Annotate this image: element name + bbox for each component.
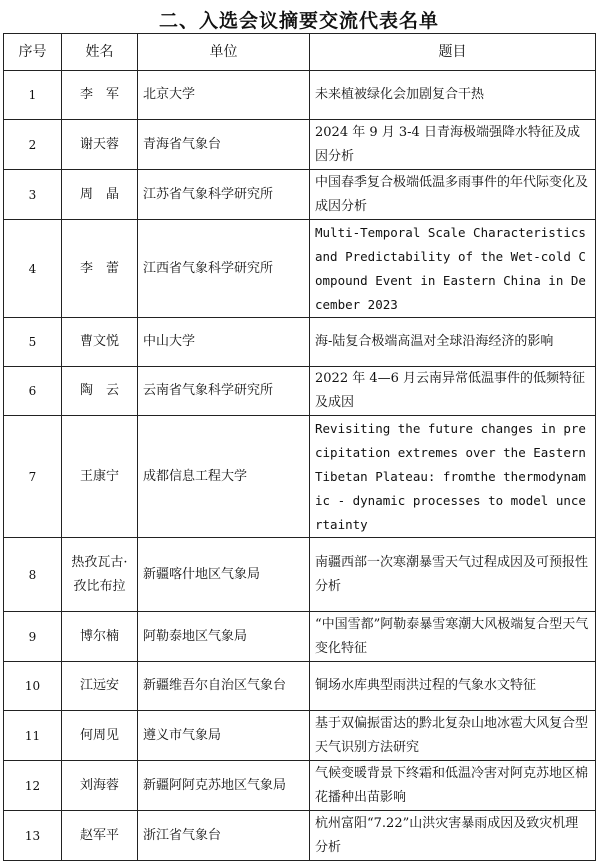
row-org: 中山大学: [138, 318, 310, 367]
row-name: 王康宁: [62, 416, 138, 538]
row-org: 浙江省气象台: [138, 811, 310, 861]
table-row: [4, 416, 596, 538]
row-no: 8: [4, 538, 62, 612]
table-row: [4, 538, 596, 612]
table-row: [4, 318, 596, 367]
row-no: 9: [4, 612, 62, 662]
row-topic: Revisiting the future changes in precipitation extremes over the Eastern Tibetan Plateau: fromthe thermodynamic - dynamic processes to model uncertainty: [310, 416, 596, 538]
table-row: [4, 170, 596, 220]
table-row: [4, 612, 596, 662]
row-name: 博尔楠: [62, 612, 138, 662]
header-no: 序号: [4, 34, 62, 71]
row-topic: 海-陆复合极端高温对全球沿海经济的影响: [310, 318, 596, 367]
row-name: 陶 云: [62, 367, 138, 416]
row-topic: 中国春季复合极端低温多雨事件的年代际变化及成因分析: [310, 170, 596, 220]
row-no: 6: [4, 367, 62, 416]
row-no: 2: [4, 120, 62, 170]
header-name: 姓名: [62, 34, 138, 71]
table-row: [4, 662, 596, 711]
table-header-row: [4, 34, 596, 71]
row-topic: 2022 年 4—6 月云南异常低温事件的低频特征及成因: [310, 367, 596, 416]
row-topic: 未来植被绿化会加剧复合干热: [310, 71, 596, 120]
table-row: [4, 811, 596, 861]
row-no: 1: [4, 71, 62, 120]
table-row: [4, 367, 596, 416]
row-org: 阿勒泰地区气象局: [138, 612, 310, 662]
row-org: 新疆阿阿克苏地区气象局: [138, 761, 310, 811]
row-org: 遵义市气象局: [138, 711, 310, 761]
table-row: [4, 120, 596, 170]
header-topic: 题目: [310, 34, 596, 71]
row-no: 5: [4, 318, 62, 367]
row-no: 13: [4, 811, 62, 861]
row-name: 何周见: [62, 711, 138, 761]
table-row: [4, 761, 596, 811]
row-no: 7: [4, 416, 62, 538]
row-org: 新疆喀什地区气象局: [138, 538, 310, 612]
row-topic: 2024 年 9 月 3-4 日青海极端强降水特征及成因分析: [310, 120, 596, 170]
row-name: 谢天蓉: [62, 120, 138, 170]
row-topic: 杭州富阳“7.22”山洪灾害暴雨成因及致灾机理分析: [310, 811, 596, 861]
participant-table: [3, 33, 596, 861]
row-name: 赵军平: [62, 811, 138, 861]
row-name: 热孜瓦古·孜比布拉: [62, 538, 138, 612]
row-name: 周 晶: [62, 170, 138, 220]
row-org: 新疆维吾尔自治区气象台: [138, 662, 310, 711]
row-org: 北京大学: [138, 71, 310, 120]
row-org: 江苏省气象科学研究所: [138, 170, 310, 220]
row-no: 12: [4, 761, 62, 811]
row-no: 3: [4, 170, 62, 220]
page-title: 二、入选会议摘要交流代表名单: [158, 10, 439, 32]
row-no: 10: [4, 662, 62, 711]
row-topic: 基于双偏振雷达的黔北复杂山地冰雹大风复合型天气识别方法研究: [310, 711, 596, 761]
row-org: 云南省气象科学研究所: [138, 367, 310, 416]
row-topic: 铜场水库典型雨洪过程的气象水文特征: [310, 662, 596, 711]
row-name: 李 蕾: [62, 220, 138, 318]
row-topic: Multi-Temporal Scale Characteristics and Predictability of the Wet-cold Compound Event in Eastern China in December 2023: [310, 220, 596, 318]
row-topic: “中国雪都”阿勒泰暴雪寒潮大风极端复合型天气变化特征: [310, 612, 596, 662]
row-no: 4: [4, 220, 62, 318]
row-name: 刘海蓉: [62, 761, 138, 811]
header-org: 单位: [138, 34, 310, 71]
table-row: [4, 71, 596, 120]
table-row: [4, 711, 596, 761]
table-row: [4, 220, 596, 318]
row-topic: 气候变暖背景下终霜和低温冷害对阿克苏地区棉花播种出苗影响: [310, 761, 596, 811]
row-org: 青海省气象台: [138, 120, 310, 170]
row-no: 11: [4, 711, 62, 761]
row-name: 李 军: [62, 71, 138, 120]
row-org: 江西省气象科学研究所: [138, 220, 310, 318]
row-name: 曹文悦: [62, 318, 138, 367]
row-org: 成都信息工程大学: [138, 416, 310, 538]
row-topic: 南疆西部一次寒潮暴雪天气过程成因及可预报性分析: [310, 538, 596, 612]
row-name: 江远安: [62, 662, 138, 711]
